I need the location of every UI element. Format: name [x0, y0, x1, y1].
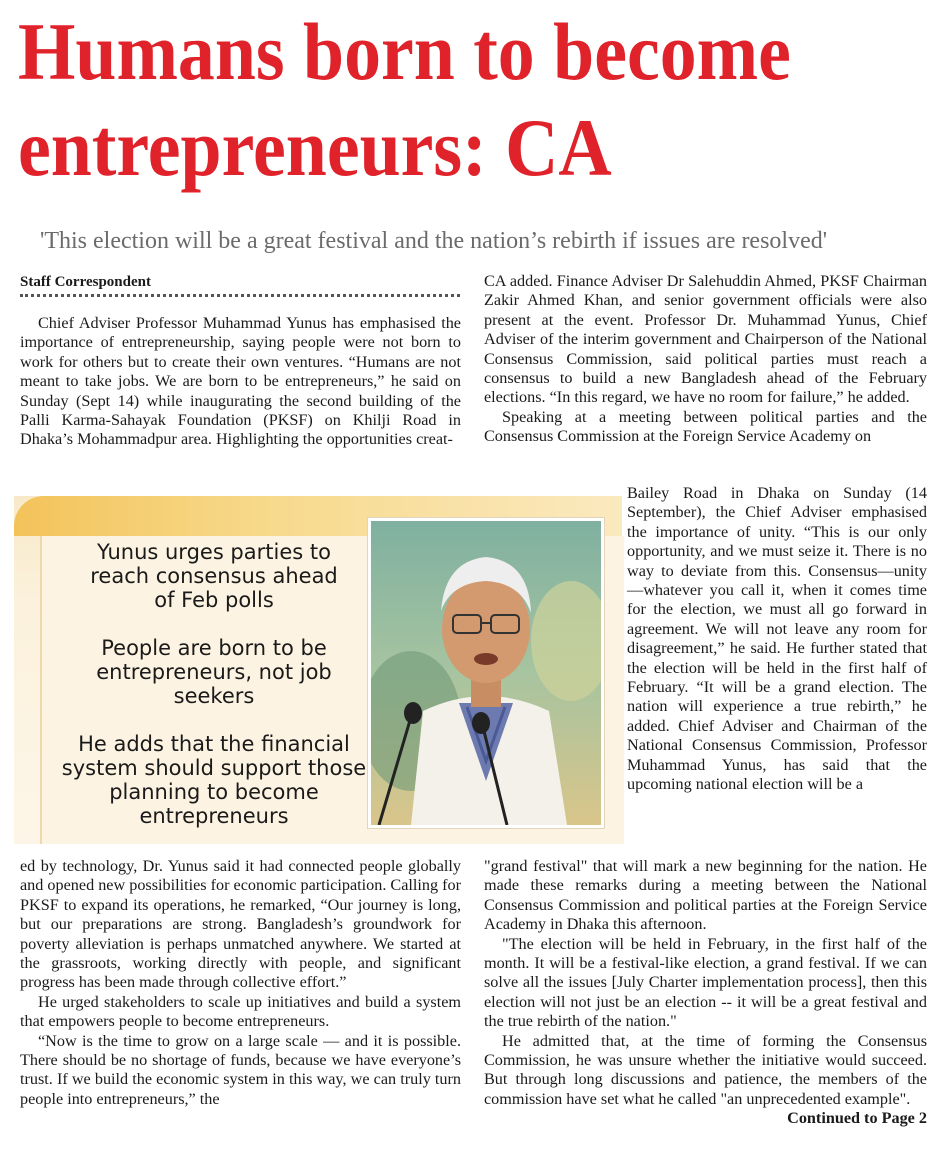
column-2-bottom — [484, 857, 927, 1129]
paragraph: Chief Adviser Professor Muhammad Yunus has emphasised the importance of entrepreneurship, saying people were not born to work for others but to create their own ventures. “Humans are not meant to take jobs. We are born to be entrepreneurs,” he said on Sunday (Sept 14) while inaugurating the second building of the Palli Karma-Sahayak Foundation (PKSF) on Khilji Road in Dhaka’s Mohammadpur area. Highlighting the opportunities creat- — [20, 314, 461, 449]
paragraph: “Now is the time to grow on a large scale — and it is possible. There should be no shortage of funds, because we have everyone’s trust. If we build the economic system in this way, we can truly turn people into entrepreneurs,” the — [20, 1031, 461, 1108]
column-2-narrow — [627, 484, 927, 795]
column-1-top — [20, 314, 461, 450]
paragraph: He urged stakeholders to scale up initiatives and build a system that empowers people to become entrepreneurs. — [20, 992, 461, 1031]
paragraph: "grand festival" that will mark a new beginning for the nation. He made these remarks during a meeting between the National Consensus Commission and political parties at the Foreign Service Academy in Dhaka this afternoon. — [484, 857, 927, 934]
paragraph — [484, 1031, 927, 1128]
byline-divider — [20, 294, 460, 301]
paragraph: Speaking at a meeting between political parties and the Consensus Commission at the Foreign Service Academy on — [484, 407, 927, 446]
byline: Staff Correspondent — [20, 274, 151, 290]
headline — [18, 4, 837, 196]
pull-quotes — [44, 540, 384, 852]
continued-link[interactable]: Continued to Page 2 — [787, 1109, 927, 1128]
headline-line-1: Humans born to become — [18, 6, 791, 97]
paragraph-text: He admitted that, at the time of forming the Consensus Commission, he was unsure whether the initiative would succeed. But through long discussions and patience, the members of the commission have set what he called "an unprecedented example". — [484, 1031, 927, 1108]
pull-quote-1: Yunus urges parties to reach consensus ahead of Feb polls — [90, 540, 338, 612]
column-2-top — [484, 272, 927, 447]
column-1-bottom — [20, 857, 461, 1109]
pull-quote-2: People are born to be entrepreneurs, not job seekers — [96, 636, 332, 708]
headline-line-2: entrepreneurs: CA — [18, 102, 612, 193]
paragraph: CA added. Finance Adviser Dr Salehuddin Ahmed, PKSF Chairman Zakir Ahmed Khan, and senior government officials were also present at the event. Professor Dr. Muhammad Yunus, Chief Adviser of the interim government and Chairperson of the National Consensus Commission, said political parties must reach a consensus to build a new Bangladesh ahead of the February elections. “In this regard, we have no room for failure,” he added. — [484, 272, 927, 407]
paragraph: Bailey Road in Dhaka on Sunday (14 September), the Chief Adviser emphasised the importance of unity. “This is our only opportunity, and we must seize it. There is no way to deviate from this. Consensus—unity—whatever you call it, when it comes time for the election, we must all go forward in agreement. We will not leave any room for disagreement,” he said. He further stated that the election will be held in the first half of February. “It will be a grand election. The nation will experience a true rebirth,” he added. Chief Adviser and Chairman of the National Consensus Commission, Professor Muhammad Yunus, has said that the upcoming national election will be a — [627, 484, 927, 794]
yunus-photo — [368, 518, 604, 828]
pull-quote-3: He adds that the financial system should support those planning to become entrepreneurs — [61, 732, 367, 828]
paragraph: "The election will be held in February, in the first half of the month. It will be a festival-like election, a grand festival. If we can solve all the issues [July Charter implementation process], then this election will not just be an election -- it will be a great festival and the true rebirth of the nation." — [484, 934, 927, 1031]
paragraph: ed by technology, Dr. Yunus said it had connected people globally and opened new possibilities for economic participation. Calling for PKSF to expand its operations, he remarked, “Our journey is long, but our preparations are strong. Bangladesh’s groundwork for poverty alleviation is perhaps unmatched anywhere. We started at the grassroots, working directly with people, and significant progress has been made through collective effort.” — [20, 857, 461, 992]
subheadline: 'This election will be a great festival and the nation’s rebirth if issues are resolved' — [40, 228, 828, 254]
portrait-illustration — [371, 521, 601, 825]
